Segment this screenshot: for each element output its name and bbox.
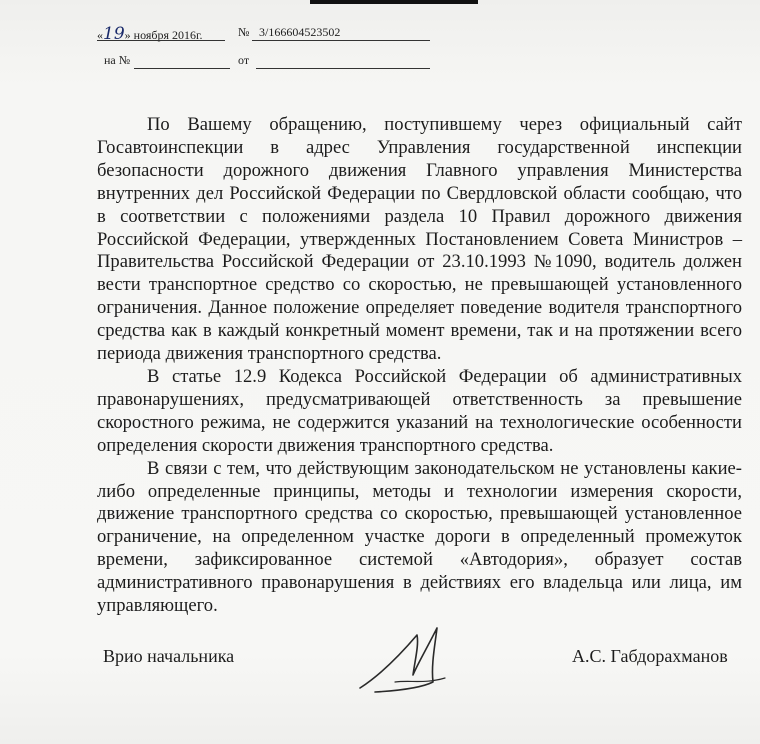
date-quote-open: « <box>97 28 103 42</box>
date-day-handwritten: 19 <box>103 24 125 44</box>
paragraph-3: В связи с тем, что действующим законодательском не установлены какие-либо определенные принципы, методы и технологии измерения скорости, движение транспортного средства со скоростью, превышающей установленное ограничение, на определенном участке дороги в определенный промежуток времени, зафиксированное системой «Автодория», образует состав административного правонарушения в действиях его владельца или лица, им управляющего. <box>97 457 742 617</box>
date-rest: » ноября 2016г. <box>124 28 203 42</box>
paragraph-1: По Вашему обращению, поступившему через официальный сайт Госавтоинспекции в адрес Управления государственной инспекции безопасности дорожного движения Главного управления Министерства внутренних дел Российской Федерации по Свердловской области сообщаю, что в соответствии с положениями раздела 10 Правил дорожного движения Российской Федерации, утвержденных Постановлением Совета Министров – Правительства Российской Федерации от 23.10.1993 №1090, водитель должен вести транспортное средство со скоростью, не превышающей установленного ограничения. Данное положение определяет поведение водителя транспортного средства как в каждый конкретный момент времени, так и на протяжении всего периода движения транспортного средства. <box>97 114 742 365</box>
on-number-label: на № <box>104 53 131 67</box>
signatory-name: А.С. Габдорахманов <box>572 646 728 666</box>
paragraph-2: В статье 12.9 Кодекса Российской Федерации об административных правонарушениях, предусматривающей ответственность за превышение скоростного режима, не содержится указаний на технологические особенности определения скорости движения транспортного средства. <box>97 365 742 456</box>
handwritten-signature <box>355 620 455 700</box>
letter-body <box>97 114 742 618</box>
number-label: № <box>238 25 250 39</box>
from-label: от <box>238 53 250 67</box>
date-field <box>97 24 203 44</box>
number-value: 3/166604523502 <box>259 25 341 39</box>
top-edge-mark <box>310 0 478 4</box>
signatory-position: Врио начальника <box>103 646 235 666</box>
